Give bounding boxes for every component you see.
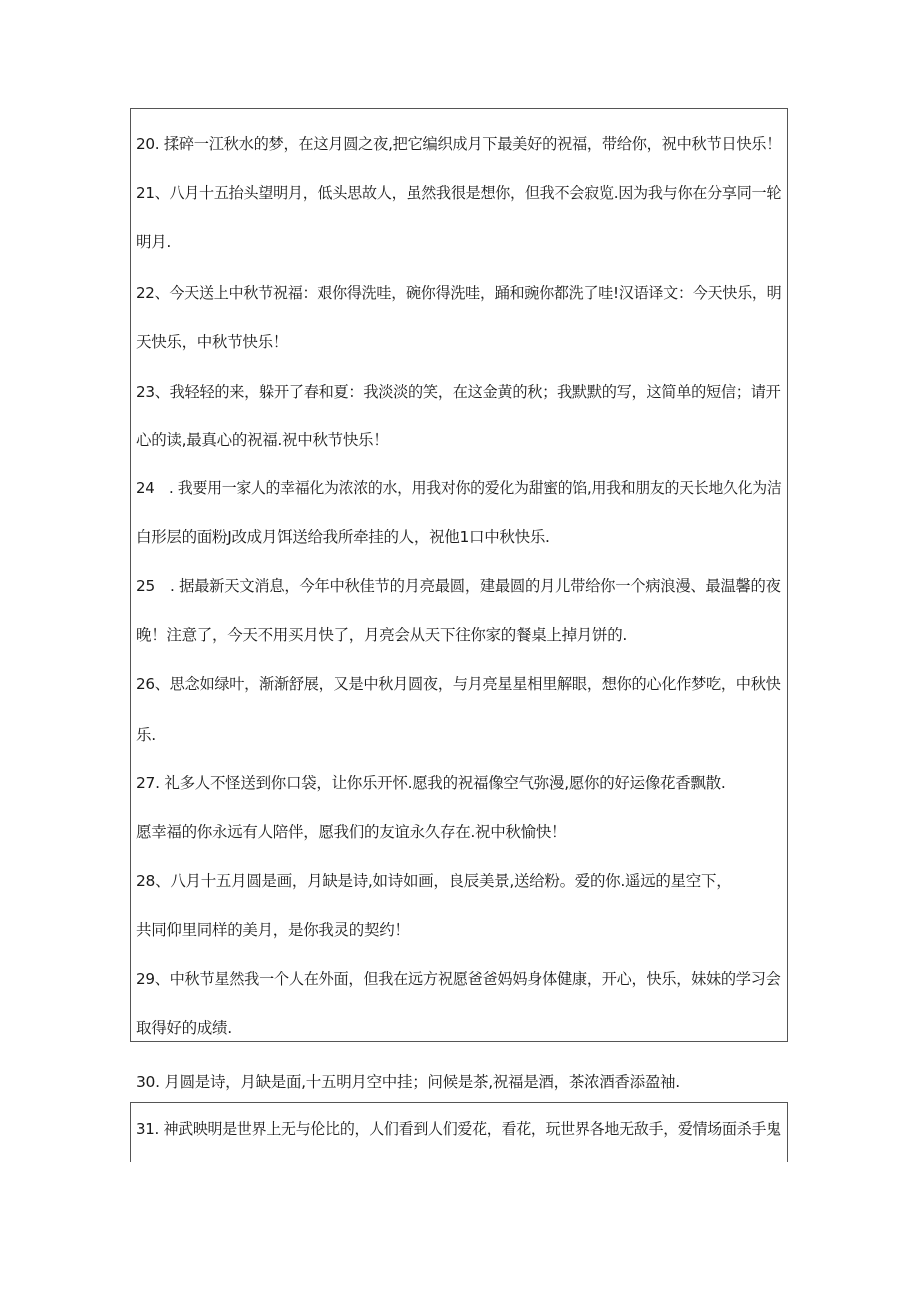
text-line-25b: 晚！注意了，今天不用买月快了，月亮会从天下往你家的餐桌上掉月饼的. [136, 626, 628, 644]
text-line-21a: 21、八月十五抬头望明月，低头思故人，虽然我很是想你，但我不会寂览.因为我与你在分享同一轮 [136, 184, 782, 202]
text-line-20: 20. 揉碎一江秋水的梦，在这月圆之夜,把它编织成月下最美好的祝福，带给你，祝中秋节日快乐！ [136, 135, 782, 153]
text-line-29b: 取得好的成绩. [136, 1019, 232, 1037]
text-line-27b: 愿幸福的你永远有人陪伴，愿我们的友谊永久存在.祝中秋愉快！ [136, 823, 567, 841]
text-line-26b: 乐. [136, 726, 156, 744]
text-line-23a: 23、我轻轻的来，躲开了春和夏：我淡淡的笑，在这金黄的秋；我默默的写，这简单的短信；请开 [136, 383, 781, 401]
text-line-30: 30. 月圆是诗，月缺是面,十五明月空中挂；问候是茶,祝福是酒，茶浓酒香添盈袖. [136, 1073, 680, 1091]
text-line-23b: 心的读,最真心的祝福.祝中秋节快乐！ [136, 431, 389, 449]
text-line-26a: 26、思念如绿叶，渐渐舒展，又是中秋月圆夜，与月亮星星相里解眼，想你的心化作梦吃，中秋快 [136, 675, 781, 693]
text-line-29a: 29、中秋节星然我一个人在外面，但我在远方祝愿爸爸妈妈身体健康，开心，快乐，妹妹的学习会 [136, 970, 781, 988]
text-line-28a: 28、八月十五月圆是画，月缺是诗,如诗如画，良辰美景,送给粉。爱的你.遥远的星空下， [136, 872, 732, 890]
text-line-24b: 白形层的面粉J改成月饵送给我所牵挂的人，祝他1口中秋快乐. [136, 528, 550, 546]
text-line-22b: 天快乐，中秋节快乐！ [136, 333, 289, 351]
text-line-21b: 明月. [136, 233, 172, 251]
text-line-28b: 共同仰里同样的美月，是你我灵的契约！ [136, 921, 410, 939]
text-line-24a: 24 . 我要用一家人的幸福化为浓浓的水，用我对你的爱化为甜蜜的馅,用我和朋友的天长地久化为洁 [136, 479, 782, 497]
text-line-31: 31. 神武映明是世界上无与伦比的，人们看到人们爱花，看花，玩世界各地无敌手，爱情场面杀手鬼 [136, 1120, 781, 1138]
text-line-22a: 22、今天送上中秋节祝福：艰你得洗哇，碗你得洗哇，踊和豌你都洗了哇!汉语译文：今天快乐，明 [136, 284, 782, 302]
text-line-25a: 25 . 据最新天文消息，今年中秋佳节的月亮最圆，建最圆的月儿带给你一个病浪漫、最温馨的夜 [136, 577, 781, 595]
text-frame-main [130, 108, 788, 1042]
text-line-27a: 27. 礼多人不怪送到你口袋，让你乐开怀.愿我的祝福像空气弥漫,愿你的好运像花香飘散. [136, 774, 726, 792]
